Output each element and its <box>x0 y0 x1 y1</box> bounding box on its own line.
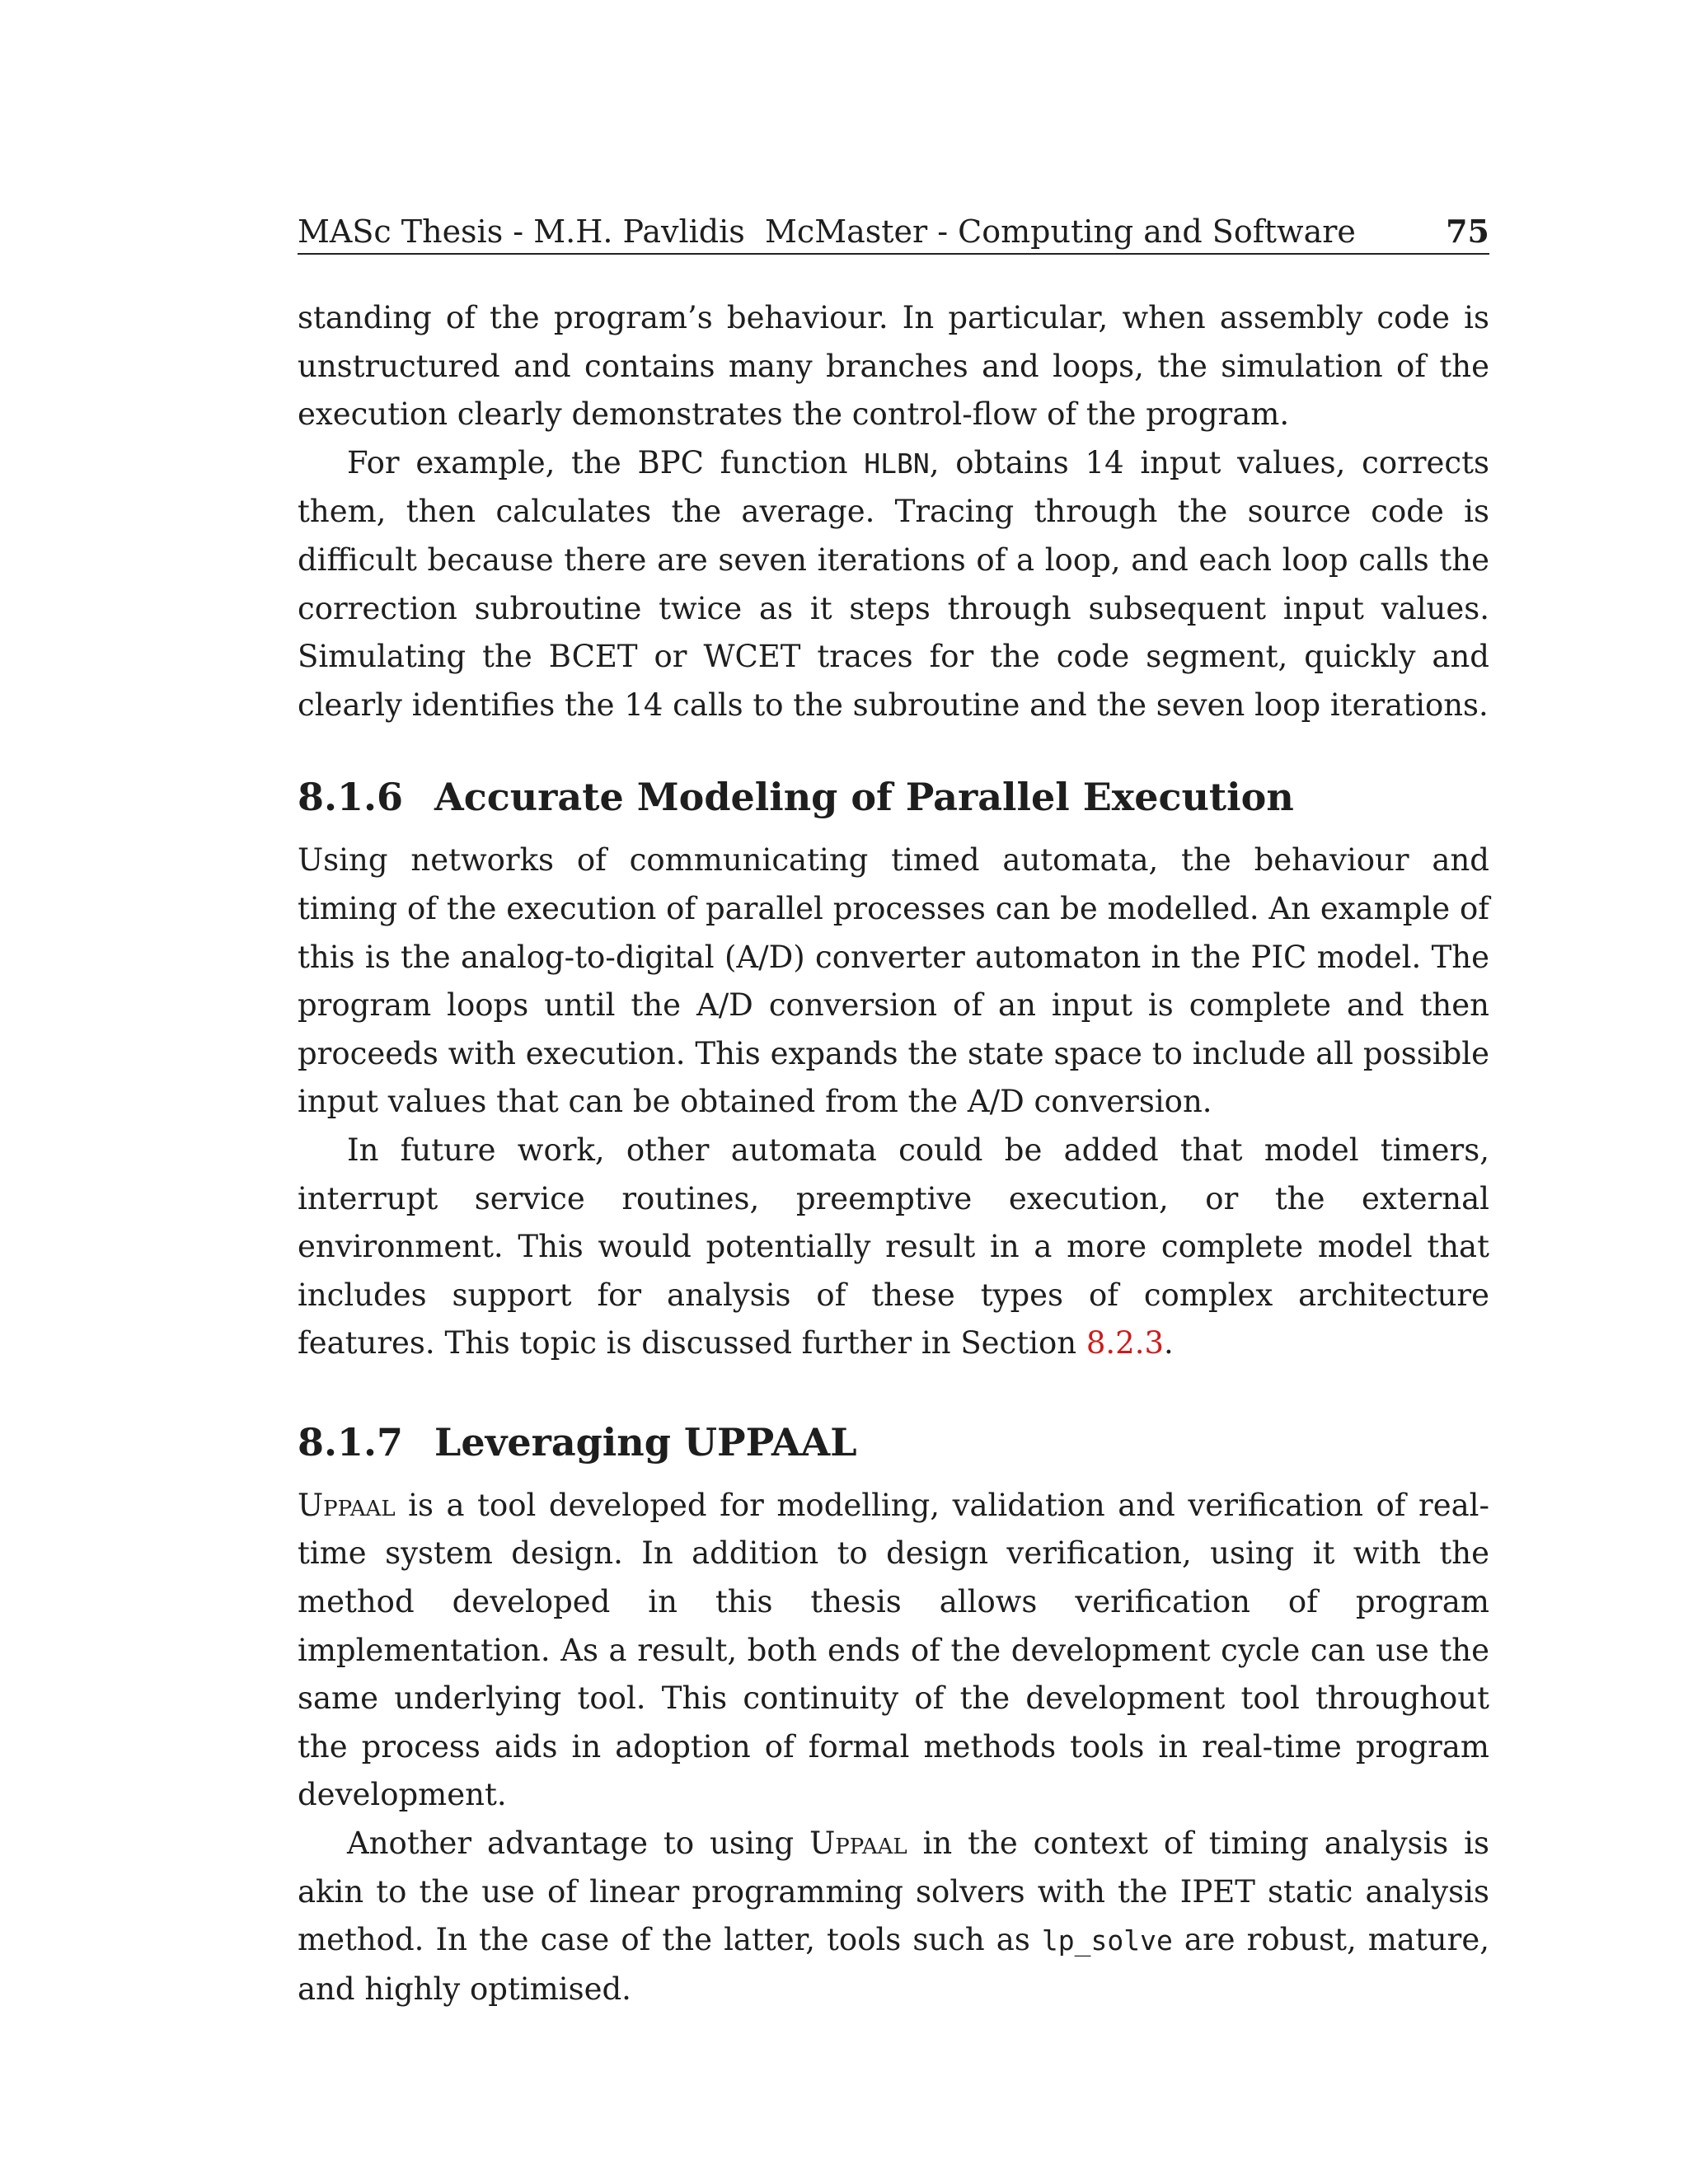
paragraph-text: standing of the program’s behaviour. In particular, when assembly code is unstructured and contains many branches and loops, the simulation of the execution clearly demonstrates the control-flow of the program. <box>298 300 1489 433</box>
paragraph-text: Another advantage to using <box>347 1825 810 1862</box>
paragraph-text: in the context of timing analysis is akin to the use of linear programming solvers with the IPET static analysis method. In the case of the latter, tools such as <box>298 1825 1489 1958</box>
paragraph-parallel-execution <box>298 837 1489 1127</box>
paragraph-text: is a tool developed for modelling, validation and verification of real-time system design. In addition to design verification, using it with the method developed in this thesis allows verification of program implementation. As a result, both ends of the development cycle can use the same underlying tool. This continuity of the development tool throughout the process aids in adoption of formal methods tools in real-time program development. <box>298 1487 1489 1813</box>
code-lp-solve: lp_solve <box>1041 1924 1173 1957</box>
section-number: 8.1.6 <box>298 775 404 820</box>
page-number: 75 <box>1446 213 1489 250</box>
page <box>298 210 1489 2013</box>
section-heading-8-1-7 <box>298 1418 1489 1467</box>
section-number: 8.1.7 <box>298 1419 404 1465</box>
tool-name-uppaal: Uppaal <box>809 1825 907 1862</box>
paragraph-text: For example, the BPC function <box>347 444 865 480</box>
paragraph-text: In future work, other automata could be added that model timers, interrupt service routines, preemptive execution, or the external environment. This would potentially result in a more complete model that includes support for analysis of these types of complex architecture features. This topic is discussed further in Section <box>298 1132 1489 1361</box>
paragraph-future-work <box>298 1127 1489 1368</box>
paragraph-uppaal-advantage <box>298 1820 1489 2013</box>
paragraph-program-behaviour <box>298 294 1489 439</box>
paragraph-text: , obtains 14 input values, corrects them, then calculates the average. Tracing through the source code is difficult because there are seven iterations of a loop, and each loop calls the correction subroutine twice as it steps through subsequent input values. Simulating the BCET or WCET traces for the code segment, quickly and clearly identifies the 14 calls to the subroutine and the seven loop iterations. <box>298 444 1489 723</box>
tool-name-uppaal: Uppaal <box>298 1487 396 1523</box>
running-header <box>298 210 1489 255</box>
section-title: Leveraging UPPAAL <box>434 1419 857 1465</box>
section-heading-8-1-6 <box>298 772 1489 822</box>
code-hlbn: HLBN <box>864 447 930 480</box>
paragraph-hlbn-example <box>298 439 1489 730</box>
header-thesis-author: MASc Thesis - M.H. Pavlidis <box>298 213 745 250</box>
header-department: McMaster - Computing and Software <box>765 213 1356 250</box>
section-reference-link[interactable]: 8.2.3 <box>1085 1325 1165 1361</box>
section-title: Accurate Modeling of Parallel Execution <box>434 775 1294 820</box>
paragraph-uppaal-tool <box>298 1482 1489 1820</box>
paragraph-text: Using networks of communicating timed automata, the behaviour and timing of the execution of parallel processes can be modelled. An example of this is the analog-to-digital (A/D) converter automaton in the PIC model. The program loops until the A/D conversion of an input is complete and then proceeds with execution. This expands the state space to include all possible input values that can be obtained from the A/D conversion. <box>298 842 1489 1120</box>
paragraph-text: are robust, mature, and highly optimised. <box>298 1922 1489 2007</box>
paragraph-text: . <box>1164 1325 1174 1361</box>
